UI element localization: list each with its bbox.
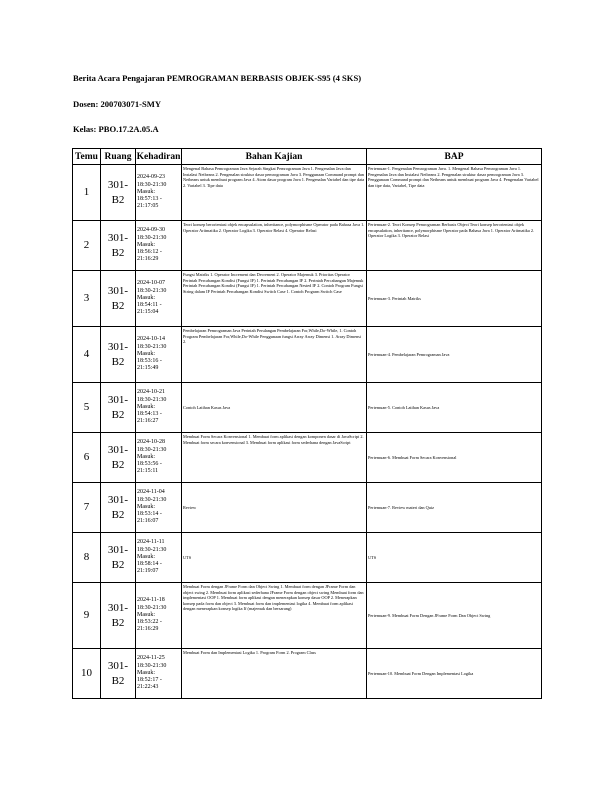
cell-temu: 3 [73, 271, 101, 327]
attendance-masuk-label: Masuk: [137, 553, 155, 560]
attendance-schedule: 18:30-21:30 [137, 234, 167, 241]
cell-temu: 7 [73, 483, 101, 533]
attendance-date: 2024-10-14 [137, 336, 165, 343]
cell-bahan-kajian: Mengenal Bahasa Pemrograman Java Sejarah Singkat Pemrograman Java 1. Pengenalan Java dan Instalasi Netbeans 2. Pengenalan struktur dasar pemrograman Java 3. Penggunaan Command prompt dan Netbeans untuk membuat program Java 4. Atom dasar program Java 1. Pengenalan Variabel dan tipe data 2. Variabel 3. Tipe data [182, 165, 367, 221]
attendance-masuk-label: Masuk: [137, 669, 155, 676]
attendance-date: 2024-11-04 [137, 489, 165, 496]
cell-kehadiran [136, 165, 182, 221]
attendance-keluar: 21:16:27 [137, 418, 159, 425]
attendance-date: 2024-10-07 [137, 280, 165, 287]
attendance-masuk: 18:53:22 - [137, 619, 162, 626]
cell-bap: Pertemuan-3. Perintah Matriks [367, 271, 542, 327]
attendance-schedule: 18:30-21:30 [137, 662, 167, 669]
col-header-bahan-kajian: Bahan Kajian [182, 149, 367, 165]
cell-temu: 10 [73, 649, 101, 699]
attendance-keluar: 21:15:49 [137, 365, 159, 372]
cell-bap: Pertemuan-7. Review materi dan Quiz [367, 483, 542, 533]
cell-temu: 1 [73, 165, 101, 221]
attendance-keluar: 21:22:43 [137, 684, 159, 691]
cell-bahan-kajian: Pembelajaran Pemrograman Java Perintah Perulangan Pembelajaran For,While,Do-While, 1. Contoh Program Pembelajaran For,While,Do-While Penggunaan fungsi Array Array Dimensi 1. Array Dimensi 2. [182, 327, 367, 383]
attendance-masuk-label: Masuk: [137, 350, 155, 357]
attendance-keluar: 21:16:29 [137, 256, 159, 263]
kelas-label: Kelas: PBO.17.2A.05.A [73, 124, 159, 134]
attendance-date: 2024-10-28 [137, 439, 165, 446]
attendance-schedule: 18:30-21:30 [137, 604, 167, 611]
table-row [73, 433, 542, 483]
col-header-kehadiran: Kehadiran [136, 149, 182, 165]
attendance-masuk-label: Masuk: [137, 453, 155, 460]
attendance-schedule: 18:30-21:30 [137, 181, 167, 188]
cell-temu: 6 [73, 433, 101, 483]
table-row [73, 383, 542, 433]
attendance-masuk: 18:58:14 - [137, 561, 162, 568]
attendance-keluar: 21:17:05 [137, 203, 159, 210]
attendance-schedule: 18:30-21:30 [137, 446, 167, 453]
cell-bahan-kajian: UTS [182, 533, 367, 583]
cell-bahan-kajian: Membuat Form dan Implementasi Logika 1. Program Form 2. Program Class [182, 649, 367, 699]
attendance-masuk: 18:54:11 - [137, 302, 162, 309]
attendance-schedule: 18:30-21:30 [137, 287, 167, 294]
attendance-masuk-label: Masuk: [137, 503, 155, 510]
attendance-masuk: 18:52:17 - [137, 677, 162, 684]
cell-kehadiran [136, 583, 182, 649]
table-row [73, 221, 542, 271]
attendance-keluar: 21:16:07 [137, 518, 159, 525]
dosen-label: Dosen: 200703071-SMY [73, 99, 162, 109]
attendance-masuk-label: Masuk: [137, 403, 155, 410]
cell-kehadiran [136, 221, 182, 271]
cell-bap: Pertemuan-9. Membuat Form Dengan JFrame Form Dan Object Swing [367, 583, 542, 649]
attendance-schedule: 18:30-21:30 [137, 396, 167, 403]
cell-kehadiran [136, 271, 182, 327]
cell-temu: 9 [73, 583, 101, 649]
cell-ruang: 301-B2 [101, 327, 136, 383]
table-row [73, 271, 542, 327]
cell-bap: Pertemuan-10. Membuat Form Dengan Implementasi Logika [367, 649, 542, 699]
cell-ruang: 301-B2 [101, 649, 136, 699]
cell-bahan-kajian: Membuat Form dengan JFrame Form dan Object Swing 1. Membuat form dengan JFrame Form dan object swing 2. Membuat form aplikasi sederhana JFrame Form dengan object swing Membuat form dan implementasi OOP 1. Membuat form aplikasi dengan menerapkan konsep dasar OOP 2. Menerapkan konsep pada form dan object 3. Membuat form dan implementasi logika 4. Membuat form aplikasi dengan menerapkan konsep logika If (majemuk dan bersarang) [182, 583, 367, 649]
cell-temu: 2 [73, 221, 101, 271]
cell-ruang: 301-B2 [101, 271, 136, 327]
attendance-date: 2024-11-11 [137, 539, 165, 546]
table-row [73, 483, 542, 533]
col-header-temu: Temu [73, 149, 101, 165]
attendance-date: 2024-10-21 [137, 389, 165, 396]
cell-temu: 5 [73, 383, 101, 433]
cell-ruang: 301-B2 [101, 383, 136, 433]
attendance-masuk-label: Masuk: [137, 611, 155, 618]
attendance-schedule: 18:30-21:30 [137, 496, 167, 503]
attendance-masuk: 18:53:56 - [137, 461, 162, 468]
cell-bahan-kajian: Fungsi Matriks 1. Operator Increment dan Decrement 2. Operator Majemuk 3. Prioritas Operator Perintah Percabangan Kondisi (Fungsi IF) 1. Perintah Percabangan IF 2. Perintah Percabangan Majemuk Perintah Percabangan Kondisi (Fungsi IF) 1. Perintah Percabangan Nested IF 2. Contoh Program Fungsi String dalam IF Perintah Percabangan Kondisi Switch Case 1. Contoh Program Switch Case [182, 271, 367, 327]
attendance-schedule: 18:30-21:30 [137, 343, 167, 350]
attendance-keluar: 21:15:11 [137, 468, 159, 475]
cell-ruang: 301-B2 [101, 583, 136, 649]
cell-kehadiran [136, 533, 182, 583]
cell-bap: UTS [367, 533, 542, 583]
attendance-table [72, 148, 542, 699]
document-title: Berita Acara Pengajaran PEMROGRAMAN BERBASIS OBJEK-S95 (4 SKS) [73, 73, 362, 83]
table-row [73, 327, 542, 383]
cell-ruang: 301-B2 [101, 483, 136, 533]
table-row [73, 533, 542, 583]
cell-bahan-kajian: Membuat Form Secara Konvensional 1. Membuat form aplikasi dengan komponen dasar di JavaScript 2. Membuat form secara konvensional 3. Membuat form aplikasi form sederhana dengan JavaScript [182, 433, 367, 483]
attendance-keluar: 21:19:07 [137, 568, 159, 575]
attendance-masuk: 18:57:13 - [137, 196, 162, 203]
cell-bap: Pertemuan-6. Membuat Form Secara Konvensional [367, 433, 542, 483]
cell-bahan-kajian: Contoh Latihan Kasus Java [182, 383, 367, 433]
attendance-keluar: 21:15:04 [137, 309, 159, 316]
cell-ruang: 301-B2 [101, 533, 136, 583]
cell-ruang: 301-B2 [101, 433, 136, 483]
table-row [73, 165, 542, 221]
cell-bahan-kajian: Teori konsep berorientasi objek encapsulation, inheritance, polymorphisme Operator pada Bahasa Java 1. Operator Aritmatika 2. Operator Logika 3. Operator Relasi 4. Operator Relasi [182, 221, 367, 271]
cell-kehadiran [136, 649, 182, 699]
attendance-date: 2024-09-23 [137, 174, 165, 181]
table-row [73, 583, 542, 649]
cell-ruang: 301-B2 [101, 165, 136, 221]
cell-bap: Pertemuan-4. Pembelajaran Pemrograman Java [367, 327, 542, 383]
attendance-date: 2024-11-18 [137, 597, 165, 604]
cell-temu: 4 [73, 327, 101, 383]
attendance-masuk: 18:53:14 - [137, 511, 162, 518]
attendance-date: 2024-11-25 [137, 655, 165, 662]
attendance-masuk-label: Masuk: [137, 188, 155, 195]
cell-ruang: 301-B2 [101, 221, 136, 271]
attendance-keluar: 21:16:29 [137, 626, 159, 633]
cell-bap: Pertemuan-5. Contoh Latihan Kasus Java [367, 383, 542, 433]
cell-bap: Pertemuan-1. Pengenalan Pemrograman Java. 1. Mengenal Bahasa Pemrograman Java 1. Pengenalan Java dan Instalasi Netbeans 2. Pengenalan struktur dasar pemrograman Java 3. Penggunaan Command prompt dan Netbeans untuk membuat program Java 4. Pengenalan Variabel dan tipe data, Variabel, Tipe data [367, 165, 542, 221]
table-row [73, 649, 542, 699]
attendance-date: 2024-09-30 [137, 227, 165, 234]
attendance-masuk: 18:56:12 - [137, 249, 162, 256]
cell-kehadiran [136, 383, 182, 433]
cell-kehadiran [136, 483, 182, 533]
table-header-row [73, 149, 542, 165]
cell-bap: Pertemuan-2. Teori Konsep Pemrograman Berbasis Object Teori konsep berorientasi objek encapsulation, inheritance, polymorphisme Operator pada Bahasa Java 1. Operator Aritmatika 2. Operator Logika 3. Operator Relasi [367, 221, 542, 271]
attendance-schedule: 18:30-21:30 [137, 546, 167, 553]
attendance-masuk-label: Masuk: [137, 241, 155, 248]
attendance-masuk: 18:53:16 - [137, 358, 162, 365]
cell-temu: 8 [73, 533, 101, 583]
col-header-ruang: Ruang [101, 149, 136, 165]
attendance-masuk: 18:54:13 - [137, 411, 162, 418]
cell-bahan-kajian: Review [182, 483, 367, 533]
cell-kehadiran [136, 327, 182, 383]
attendance-masuk-label: Masuk: [137, 294, 155, 301]
cell-kehadiran [136, 433, 182, 483]
col-header-bap: BAP [367, 149, 542, 165]
